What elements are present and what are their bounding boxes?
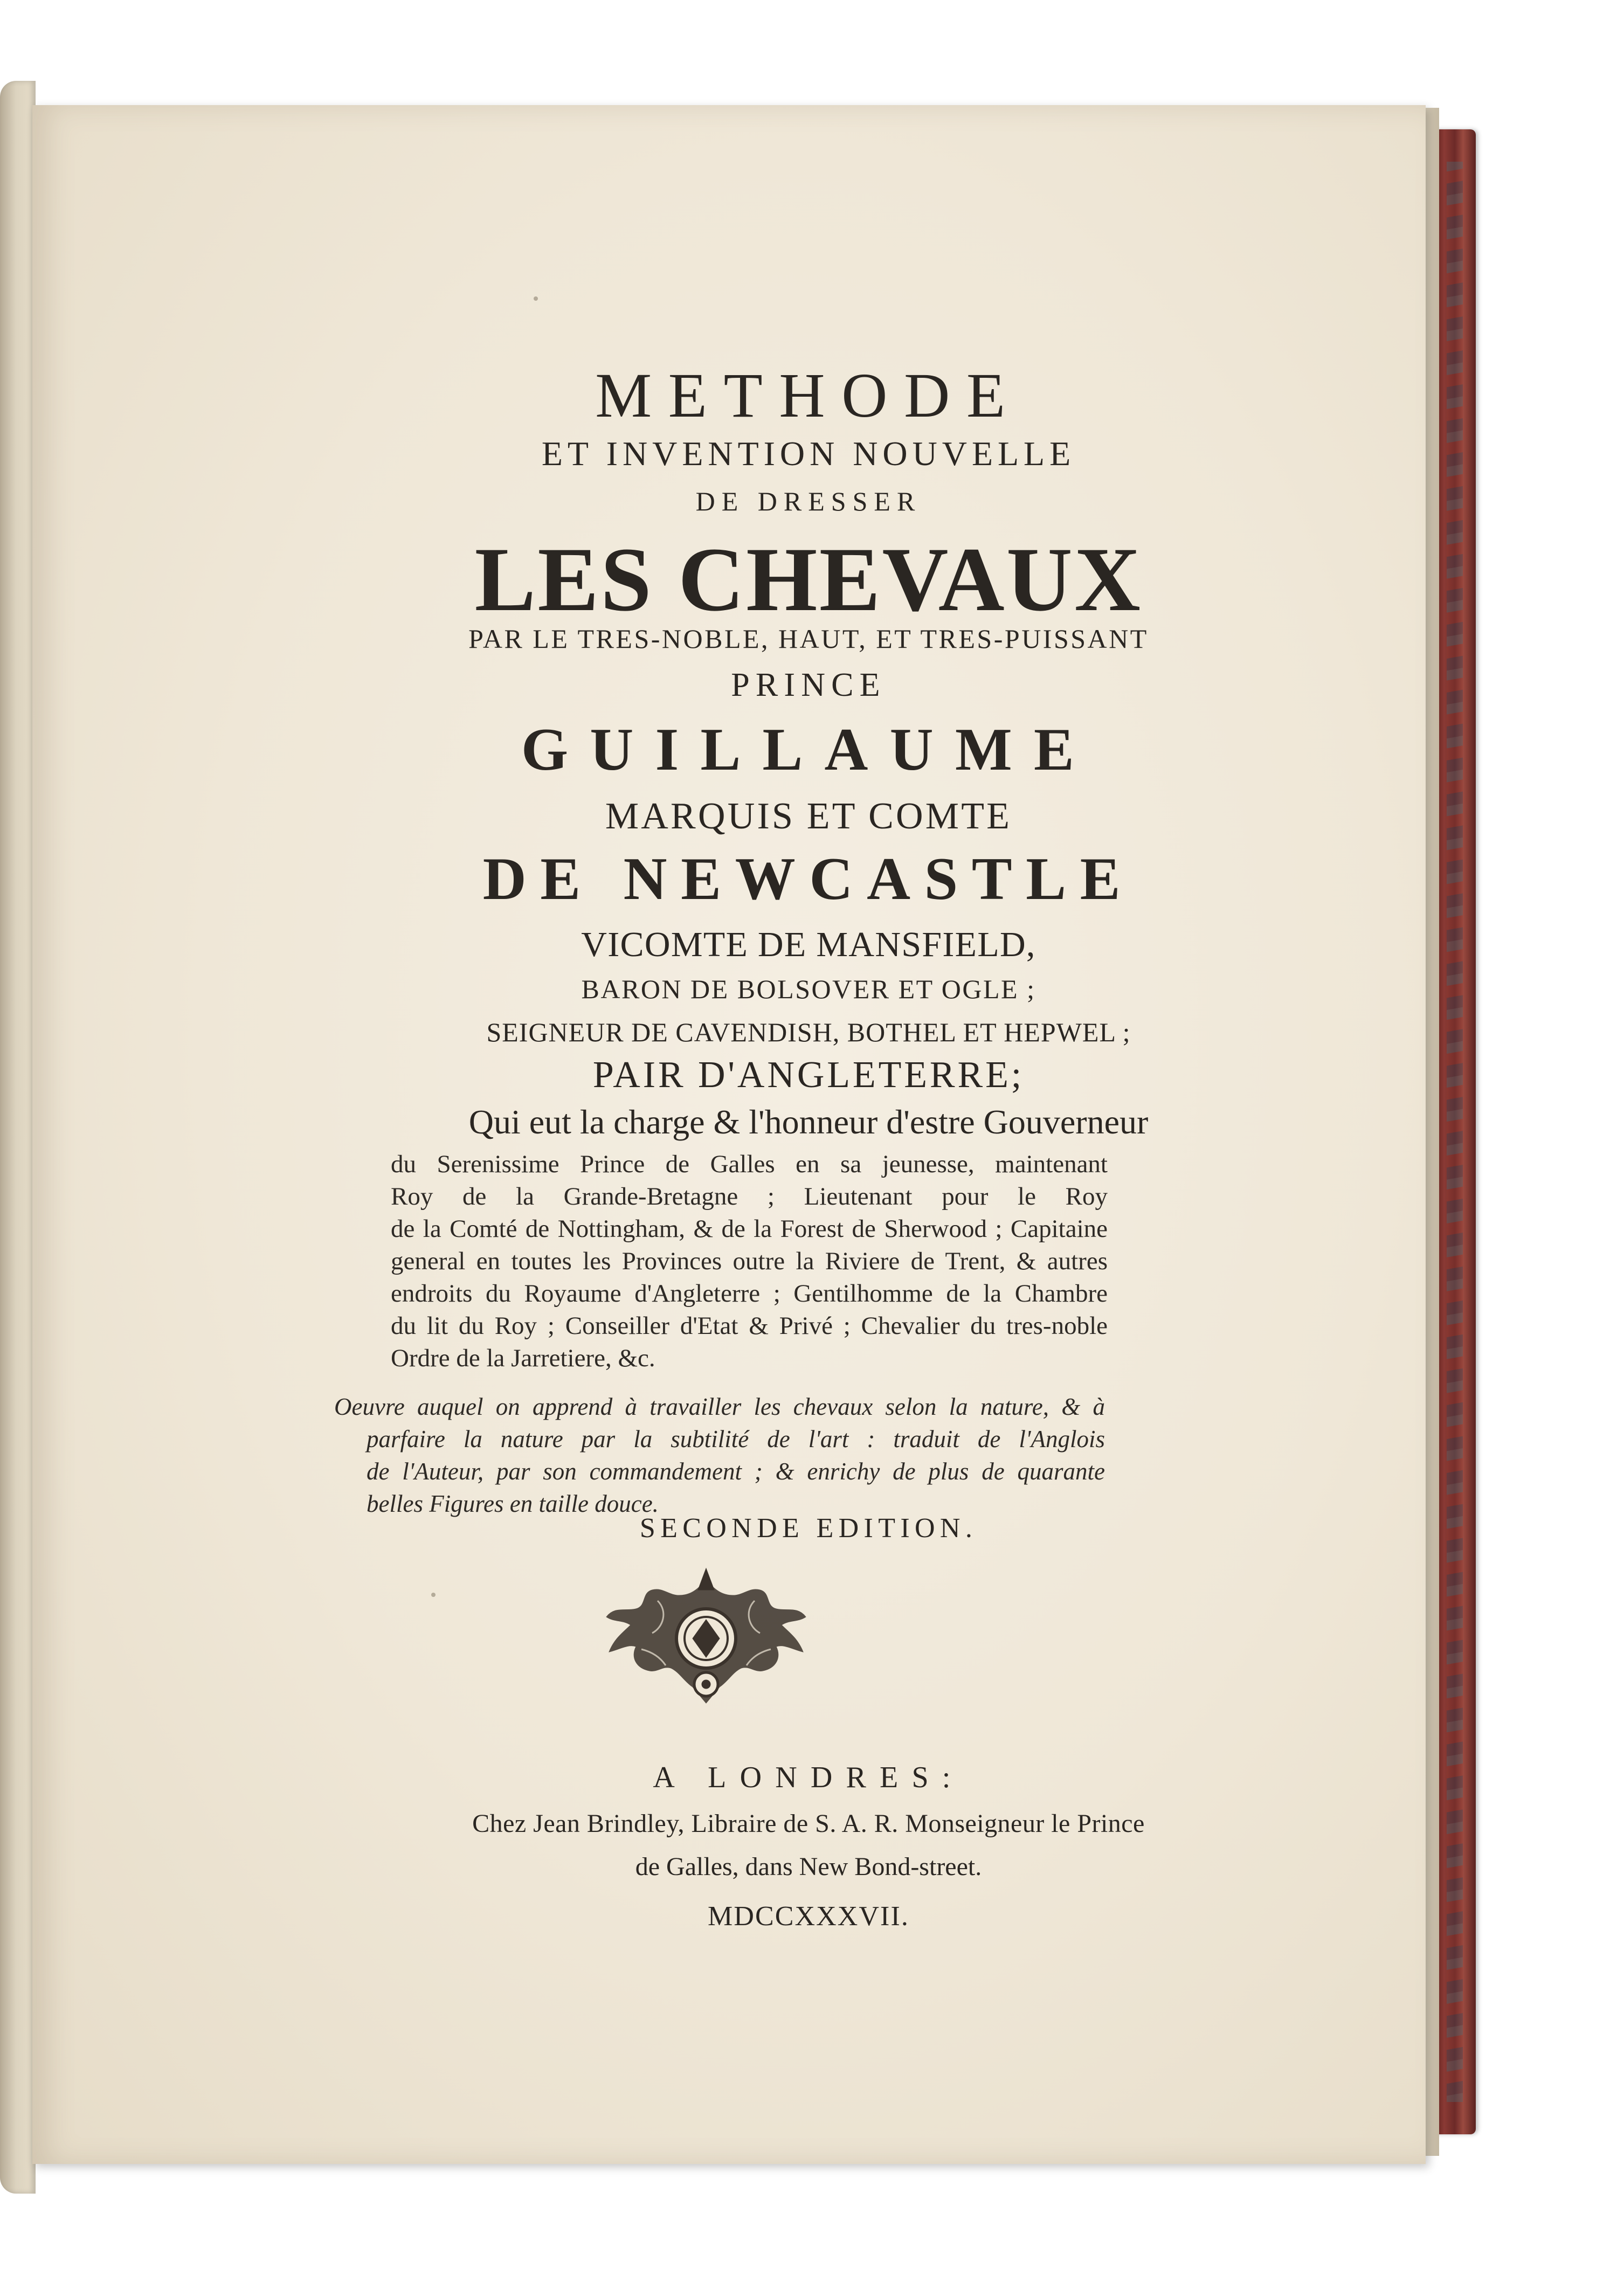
title-baron: BARON DE BOLSOVER ET OGLE ; [581, 974, 1036, 1004]
titles-paragraph [391, 1148, 1108, 1374]
italic-line: de l'Auteur, par son commandement ; & enrichy de plus de quarante [367, 1458, 1105, 1485]
body-line: du Serenissime Prince de Galles en sa jeunesse, maintenant [391, 1150, 1108, 1178]
title-pair: PAIR D'ANGLETERRE; [592, 1054, 1025, 1096]
italic-line: belles Figures en taille douce. [367, 1490, 659, 1517]
title-vicomte: VICOMTE DE MANSFIELD, [581, 925, 1036, 964]
italic-line: parfaire la nature par la subtilité de l'art : traduit de l'Anglois [367, 1426, 1105, 1453]
title-prince: PRINCE [731, 667, 886, 703]
italic-paragraph [334, 1391, 1105, 1520]
title-les-chevaux: LES CHEVAUX [474, 529, 1143, 630]
title-par-le: PAR LE TRES-NOBLE, HAUT, ET TRES-PUISSANT [468, 624, 1149, 654]
publisher-line-1: Chez Jean Brindley, Libraire de S. A. R. Monseigneur le Prince [472, 1809, 1145, 1838]
title-newcastle: DE NEWCASTLE [482, 846, 1135, 912]
body-line: du lit du Roy ; Conseiller d'Etat & Privé ; Chevalier du tres-noble [391, 1312, 1108, 1340]
title-invention: ET INVENTION NOUVELLE [541, 434, 1076, 473]
title-de-dresser: DE DRESSER [695, 486, 922, 516]
publication-year: MDCCXXXVII. [708, 1901, 909, 1932]
title-methode: METHODE [595, 360, 1022, 431]
paper-speck [431, 1593, 436, 1597]
place-of-publication: A LONDRES: [653, 1761, 964, 1794]
publisher-line-2: de Galles, dans New Bond-street. [635, 1852, 982, 1881]
edition: SECONDE EDITION. [639, 1513, 978, 1544]
body-line: Roy de la Grande-Bretagne ; Lieutenant pour le Roy [391, 1182, 1108, 1211]
body-line: general en toutes les Provinces outre la Riviere de Trent, & autres [391, 1247, 1108, 1275]
italic-line: Oeuvre auquel on apprend à travailler les chevaux selon la nature, & à [334, 1393, 1105, 1420]
printers-ornament-icon [598, 1558, 814, 1719]
title-marquis: MARQUIS ET COMTE [605, 796, 1012, 837]
body-line: Ordre de la Jarretiere, &c. [391, 1344, 655, 1372]
title-seigneur: SEIGNEUR DE CAVENDISH, BOTHEL ET HEPWEL ; [486, 1017, 1131, 1047]
title-guillaume: GUILLAUME [521, 716, 1096, 783]
body-line: endroits du Royaume d'Angleterre ; Gentilhomme de la Chambre [391, 1280, 1108, 1308]
title-qui-eut: Qui eut la charge & l'honneur d'estre Gouverneur [468, 1103, 1149, 1141]
body-line: de la Comté de Nottingham, & de la Forest de Sherwood ; Capitaine [391, 1215, 1108, 1243]
paper-speck [534, 296, 538, 301]
